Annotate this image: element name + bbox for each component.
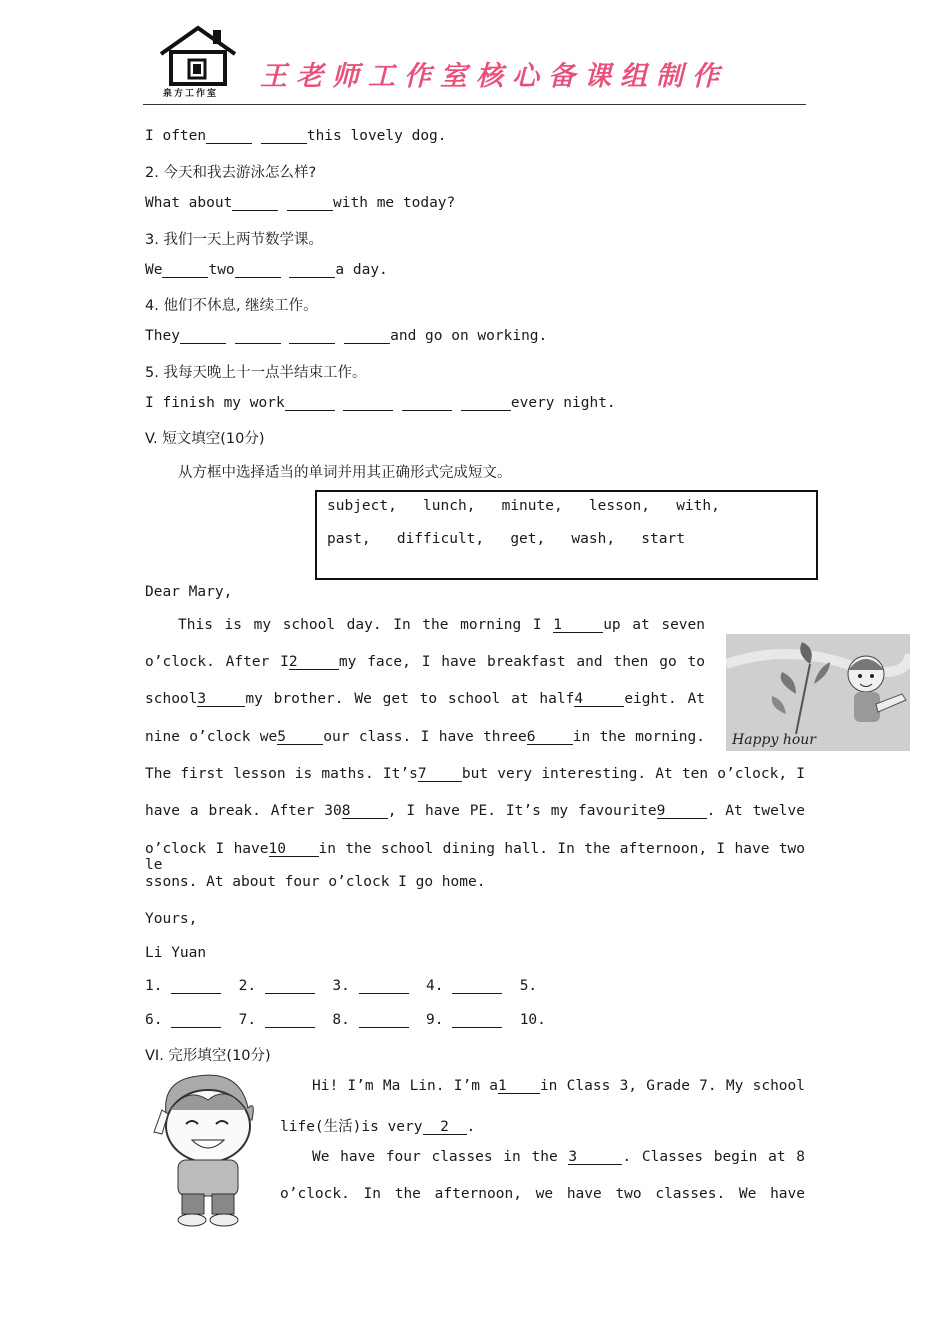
passage-line: have a break. After 308 , I have PE. It’s my favourite9 . At twelve [145,803,806,819]
blank-8: 8 [342,804,388,819]
signature: Li Yuan [145,945,207,961]
brand-title: 王老师工作室核心备课组制作 [260,61,728,92]
blank-10: 10 [269,842,319,857]
passage-line: The first lesson is maths. It’s7 but very interesting. At ten o’clock, I [145,766,805,782]
passage-line: o’clock. After I2 my face, I have breakfast and then go to [145,654,705,670]
header-divider [143,104,806,105]
blank-1: 1 [553,618,603,633]
passage-line: nine o’clock we5 our class. I have three6 in the morning. [145,729,705,745]
passage-line: o’clock I have10 in the school dining hall. In the afternoon, I have two le [145,841,806,873]
cloze-line: life(生活)is very 2 . [280,1119,476,1135]
blank-7: 7 [418,767,462,782]
blank-3: 3 [197,692,245,707]
word-box [315,490,818,580]
happy-hour-illustration [726,634,910,751]
cloze-line: We have four classes in the 3 . Classes begin at 8 [312,1149,805,1165]
blank-2: 2 [289,655,339,670]
section5-heading: V. 短文填空(10分) [145,431,265,447]
logo [157,24,239,100]
q4-chinese: 4. 他们不休息, 继续工作。 [145,298,318,314]
cloze-blank-2: 2 [423,1120,467,1135]
passage-line: ssons. At about four o’clock I go home. [145,874,486,890]
passage-line: school3 my brother. We get to school at half4 eight. At [145,691,705,707]
section6-heading: VI. 完形填空(10分) [145,1048,271,1064]
house-icon [157,24,239,88]
answer-row: 1. 2. 3. 4. 5. [145,978,538,994]
blank-6: 6 [527,730,573,745]
illustration-caption: Happy hour [732,732,816,748]
word-box-row: past, difficult, get, wash, start [327,531,685,547]
closing: Yours, [145,911,198,927]
blank-5: 5 [277,730,323,745]
section5-instruction: 从方框中选择适当的单词并用其正确形式完成短文。 [178,465,512,481]
q1-english: I often this lovely dog. [145,128,447,144]
word-box-row: subject, lunch, minute, lesson, with, [327,498,720,514]
logo-caption: 泉方工作室 [163,89,219,99]
q3-chinese: 3. 我们一天上两节数学课。 [145,232,323,248]
q5-chinese: 5. 我每天晚上十一点半结束工作。 [145,365,367,381]
q2-chinese: 2. 今天和我去游泳怎么样? [145,165,317,181]
q3-english: We two a day. [145,262,388,278]
answer-row: 6. 7. 8. 9. 10. [145,1012,546,1028]
cloze-line: Hi! I’m Ma Lin. I’m a1 in Class 3, Grade 7. My school [312,1078,805,1094]
cloze-blank-1: 1 [498,1079,540,1094]
blank-9: 9 [657,804,707,819]
cloze-line: o’clock. In the afternoon, we have two classes. We have [280,1186,805,1202]
q5-english: I finish my work every night. [145,395,616,411]
q2-english: What about with me today? [145,195,456,211]
passage-line: This is my school day. In the morning I 1 up at seven [178,617,705,633]
boy-illustration [148,1070,270,1230]
blank-4: 4 [574,692,624,707]
q4-english: They and go on working. [145,328,548,344]
salutation: Dear Mary, [145,584,233,600]
cloze-blank-3: 3 [568,1150,622,1165]
